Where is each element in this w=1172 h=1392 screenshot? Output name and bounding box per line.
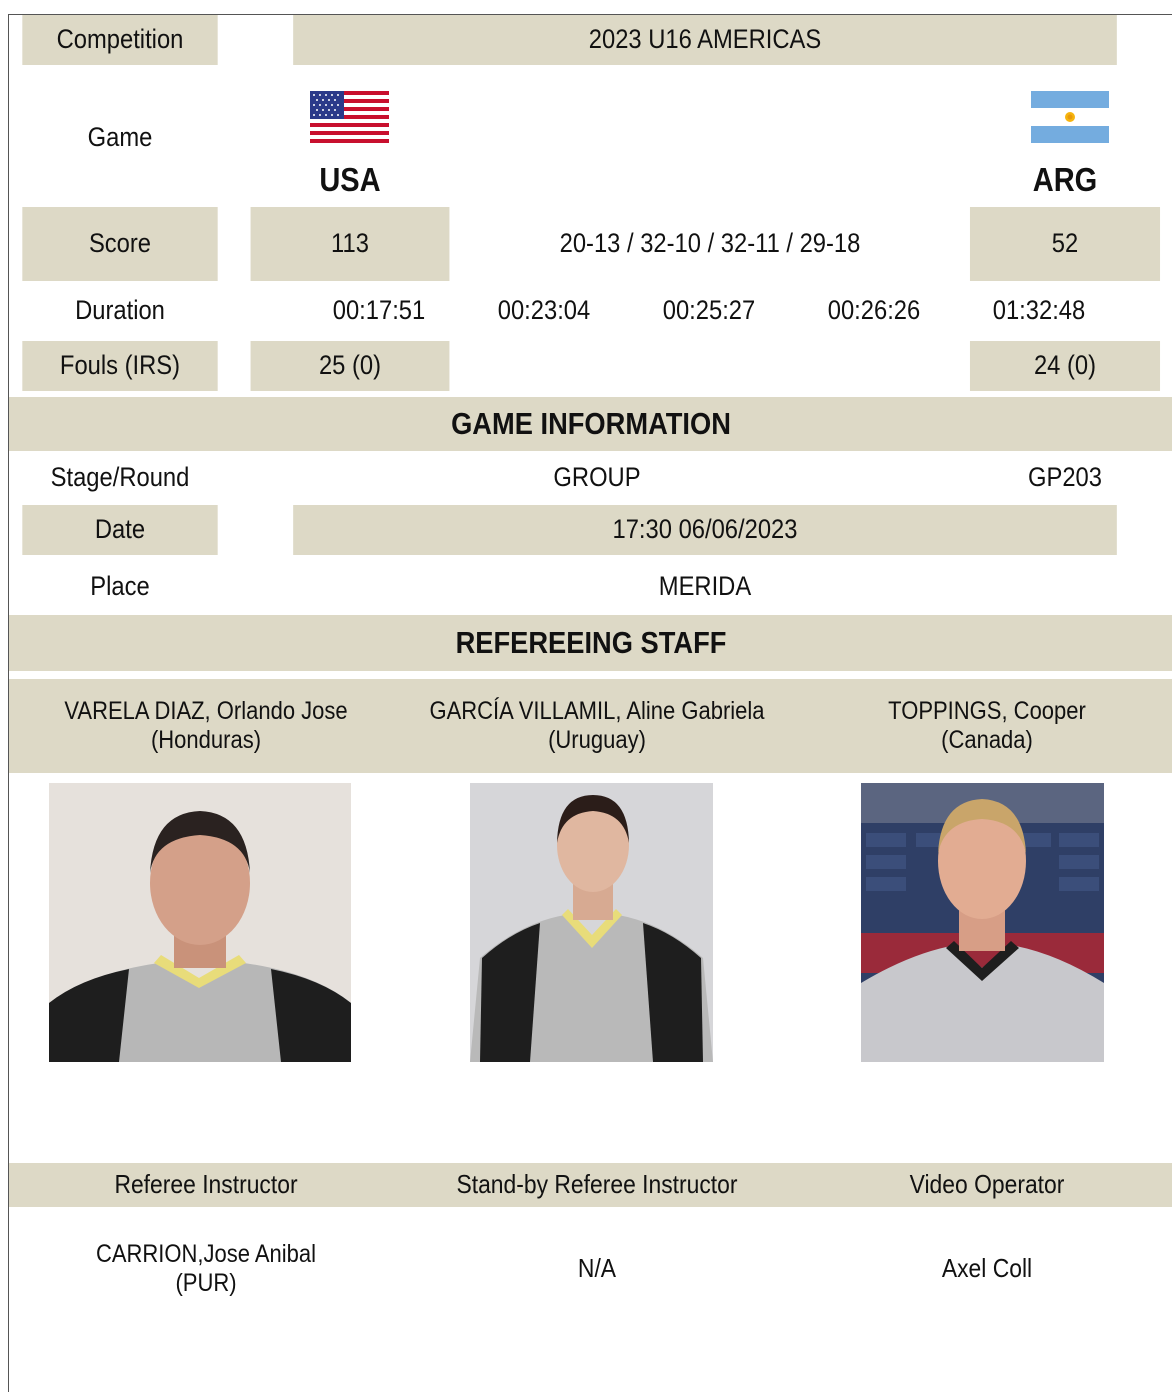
referee-3-name: TOPPINGS, Cooper (888, 697, 1086, 726)
fouls-row (9, 341, 1172, 391)
referee-2-photo (470, 783, 713, 1062)
referee-1 (33, 679, 380, 773)
stage-label: Stage/Round (50, 462, 190, 493)
video-operator-value: Axel Coll (941, 1253, 1033, 1284)
duration-q4: 00:26:26 (827, 295, 921, 326)
argentina-flag-icon (1031, 91, 1109, 143)
away-score: 52 (970, 207, 1160, 281)
referee-instructor-label: Referee Instructor (114, 1169, 298, 1200)
place-value: MERIDA (658, 571, 752, 602)
place-row (9, 559, 1172, 615)
referee-3-country: (Canada) (941, 726, 1033, 754)
usa-flag-icon (310, 91, 389, 143)
referee-2 (421, 679, 773, 773)
referee-3-photo (861, 783, 1104, 1062)
officials-values-row (9, 1215, 1172, 1323)
away-fouls: 24 (0) (970, 341, 1160, 391)
refereeing-staff-title: REFEREEING STAFF (455, 625, 727, 661)
duration-q2: 00:23:04 (497, 295, 591, 326)
referee-1-country: (Honduras) (150, 726, 262, 754)
duration-row (9, 281, 1172, 341)
home-team-code: USA (319, 161, 381, 199)
game-information-header (9, 397, 1172, 451)
fouls-label: Fouls (IRS) (22, 341, 217, 391)
place-label: Place (90, 571, 150, 602)
game-row (9, 65, 1172, 207)
officials-header-row (9, 1163, 1172, 1207)
referee-1-photo (49, 783, 351, 1062)
score-row (9, 207, 1172, 281)
referee-instructor-country: (PUR) (175, 1269, 237, 1297)
duration-label: Duration (75, 295, 165, 326)
referee-2-name: GARCÍA VILLAMIL, Aline Gabriela (429, 697, 765, 726)
refereeing-staff-header (9, 615, 1172, 671)
standby-instructor-value: N/A (577, 1253, 617, 1284)
competition-label: Competition (22, 15, 217, 65)
referee-names-row (9, 679, 1172, 773)
competition-row (9, 15, 1172, 65)
referee-2-country: (Uruguay) (548, 726, 646, 754)
stage-row (9, 451, 1172, 505)
date-value: 17:30 06/06/2023 (293, 505, 1117, 555)
referee-3 (813, 679, 1161, 773)
competition-value: 2023 U16 AMERICAS (293, 15, 1117, 65)
date-label: Date (22, 505, 217, 555)
stage-value: GROUP (553, 462, 641, 493)
video-operator-label: Video Operator (909, 1169, 1065, 1200)
game-report-sheet (8, 14, 1172, 1392)
quarter-scores: 20-13 / 32-10 / 32-11 / 29-18 (559, 228, 861, 259)
game-label: Game (87, 122, 153, 153)
home-score: 113 (251, 207, 450, 281)
round-value: GP203 (1028, 462, 1102, 493)
standby-instructor-label: Stand-by Referee Instructor (456, 1169, 738, 1200)
duration-total: 01:32:48 (992, 295, 1086, 326)
duration-q3: 00:25:27 (662, 295, 756, 326)
referee-instructor (33, 1215, 380, 1323)
duration-q1: 00:17:51 (332, 295, 426, 326)
home-fouls: 25 (0) (251, 341, 450, 391)
referee-instructor-name: CARRION,Jose Anibal (95, 1240, 317, 1269)
date-row (9, 505, 1172, 555)
game-information-title: GAME INFORMATION (451, 406, 731, 442)
referee-1-name: VARELA DIAZ, Orlando Jose (64, 697, 348, 726)
away-team-code: ARG (1032, 161, 1098, 199)
score-label: Score (22, 207, 217, 281)
